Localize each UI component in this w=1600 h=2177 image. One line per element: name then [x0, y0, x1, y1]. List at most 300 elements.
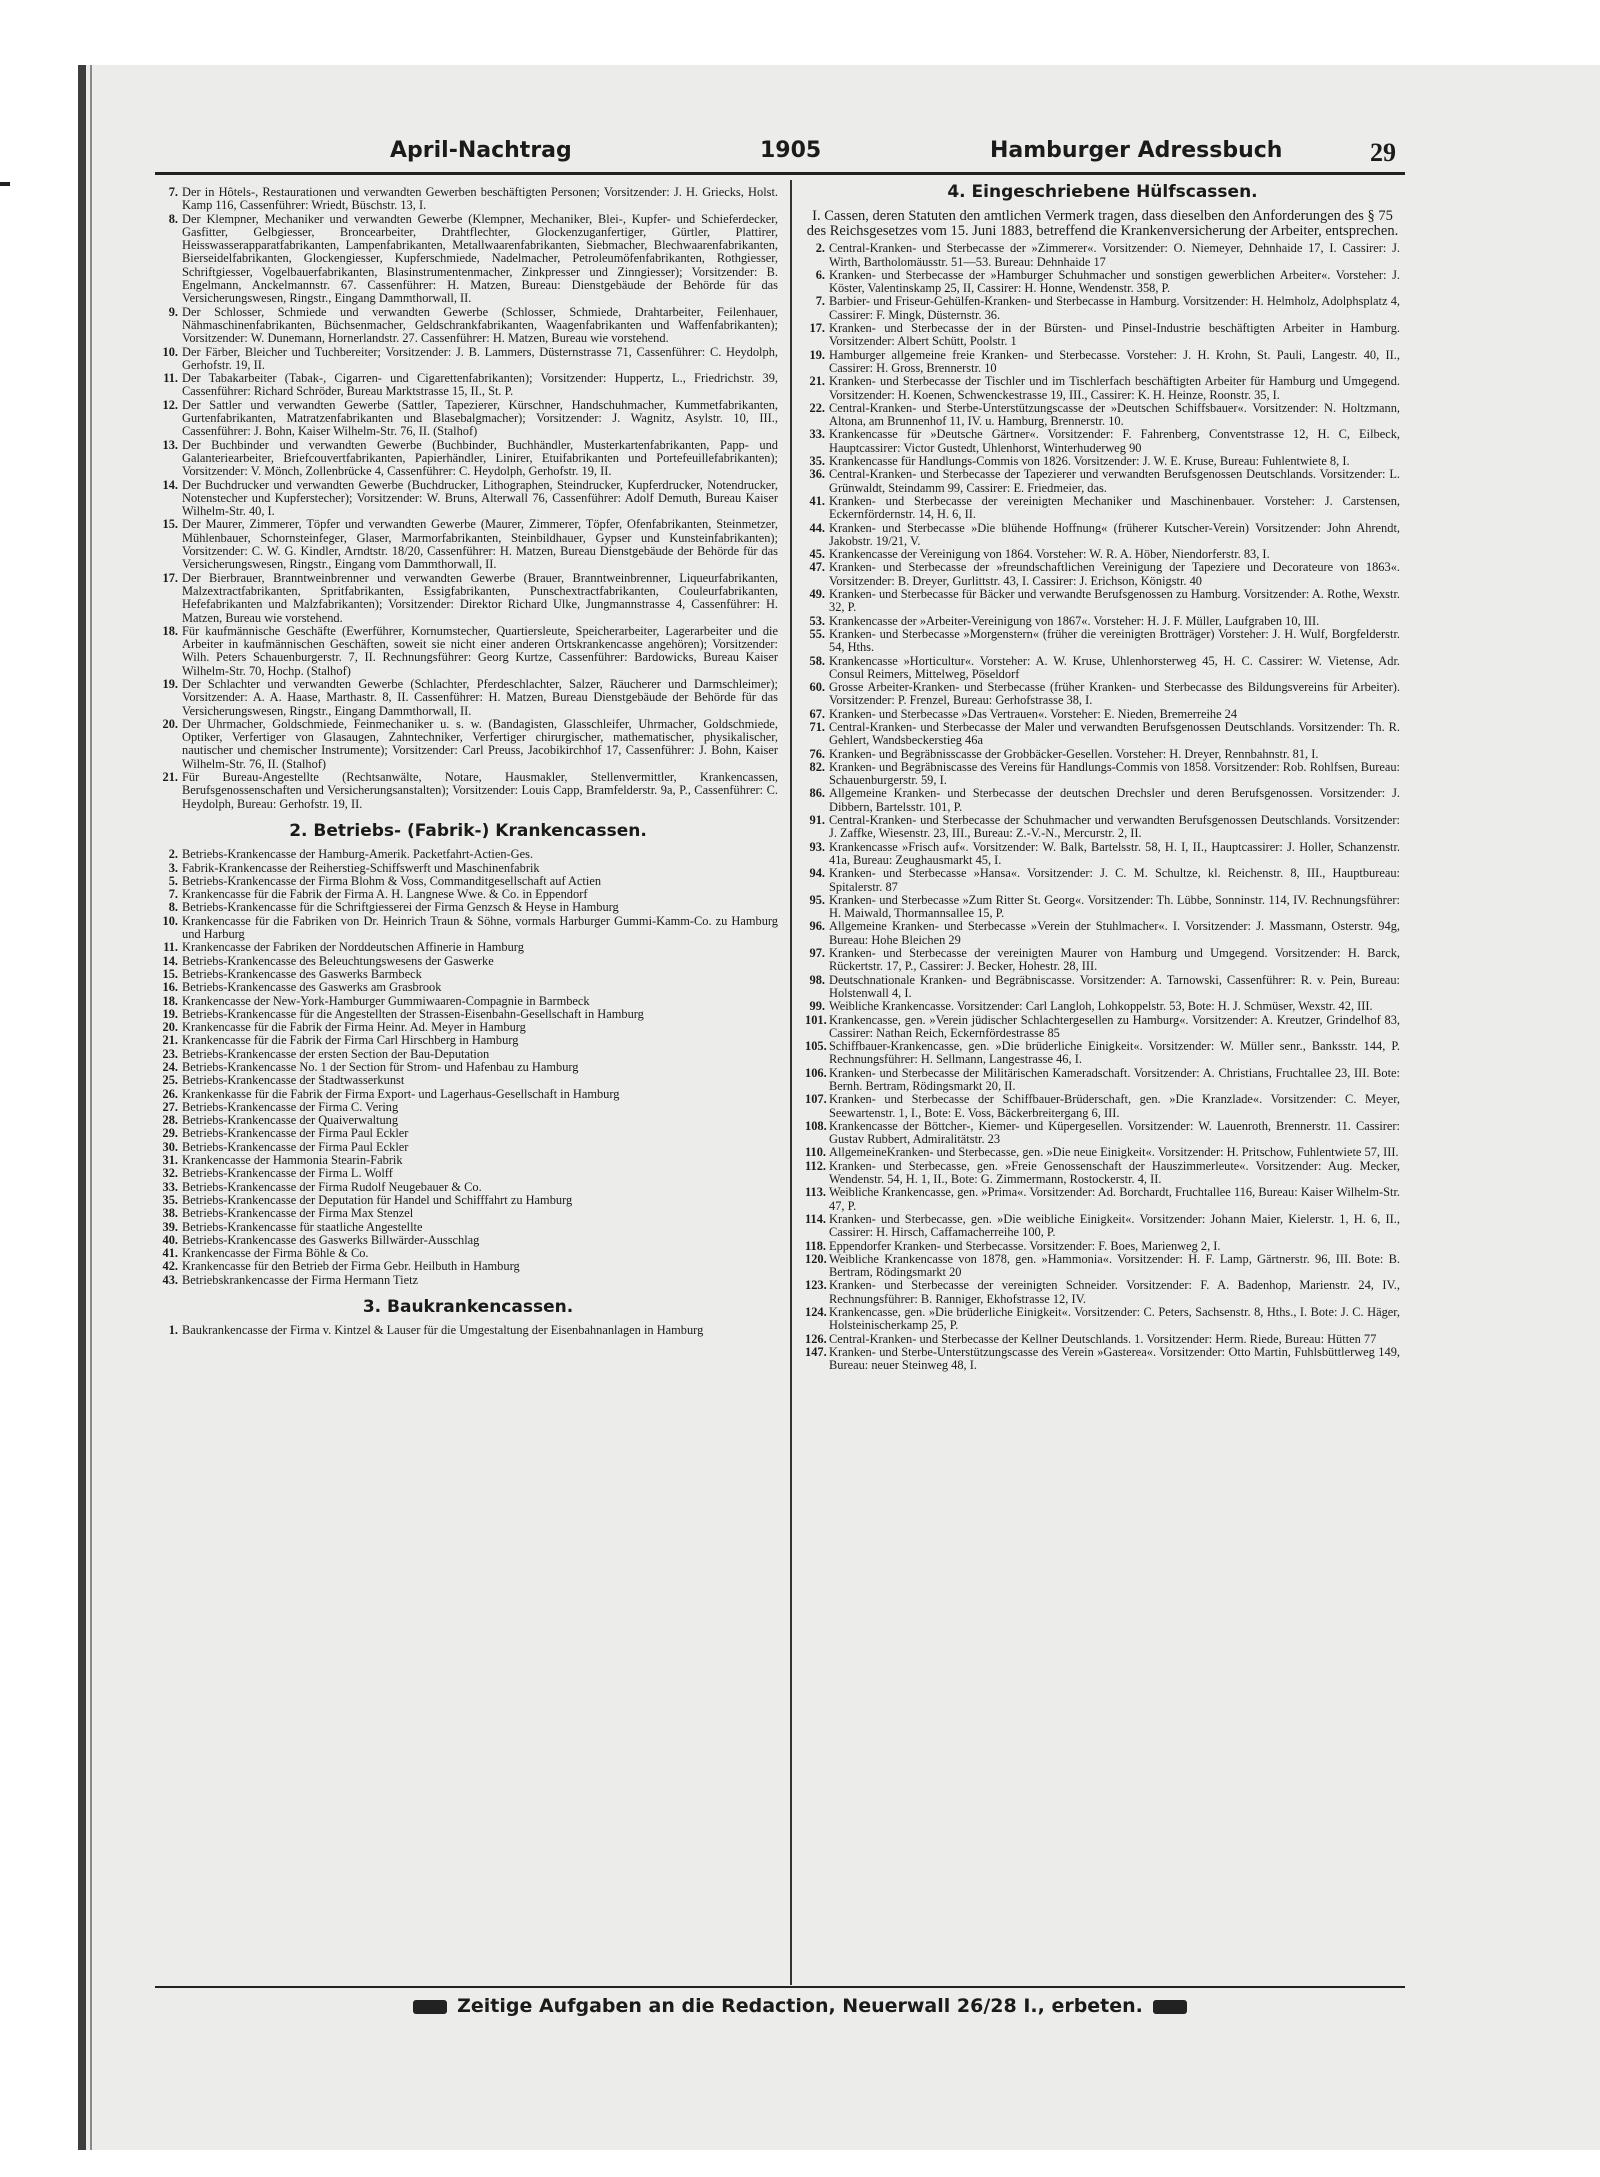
item-text: Kranken- und Sterbecasse »Das Vertrauen«. Vorsteher: E. Nieden, Bremerreihe 24: [829, 706, 1238, 721]
item-number: 30.: [162, 1139, 178, 1154]
item-text: AllgemeineKranken- und Sterbecasse, gen. »Die neue Einigkeit«. Vorsitzender: H. Pritschow, Fuhlentwiete 57, III.: [829, 1145, 1399, 1160]
item-number: 86.: [809, 786, 825, 801]
list-item: [809, 786, 1400, 814]
item-text: Krankencasse der »Arbeiter-Vereinigung von 1867«. Vorsteher: H. J. F. Müller, Laufgraben 10, III.: [829, 613, 1320, 628]
list-item: [168, 185, 778, 213]
item-number: 126.: [805, 1331, 827, 1346]
list-item: [162, 1272, 778, 1287]
item-number: 45.: [809, 547, 825, 562]
item-number: 91.: [809, 813, 825, 828]
item-text: Der Klempner, Mechaniker und verwandten Gewerbe (Klempner, Mechaniker, Blei-, Kupfer- und Schieferdecker, Gasfitter, Gelbgiesser, Broncearbeiter, Drahtflechter, Glockenzuganfertiger, Gürtler, Plattirer, Heisswasserapparatfabrikanten, Lampenfabrikanten, Metallwaarenfabrikanten, Siebmacher, Blechwaarenfabrikanten, Bierseidelfabrikanten, Glockengiesser, Kupferschmiede, Nadelmacher, Petroleumöfenfabrikanten, Rothgiesser, Schriftgiesser, Vogelbauerfabrikanten, Blasinstrumentenmacher, Zinkpresser und Zinngiesser); Vorsitzender: B. Engelmann, Anckelmannstr. 67. Cassenführer: H. Matzen, Bureau: Dienstgebäude der Behörde für das Versicherungswesen, Ringstr., Eingang Dammthorwall, II.: [182, 211, 778, 306]
item-number: 17.: [809, 321, 825, 336]
item-number: 6.: [815, 267, 825, 282]
list-item: [805, 1305, 1400, 1333]
item-text: Der Tabakarbeiter (Tabak-, Cigarren- und Cigarettenfabrikanten); Vorsitzender: Huppertz, L., Friedrichstr. 39, Cassenführer: Richard Schröder, Bureau Marktstrasse 15, II., St. P.: [182, 371, 778, 399]
item-number: 5.: [168, 873, 178, 888]
item-text: Krankencasse »Horticultur«. Vorsteher: A. W. Kruse, Uhlenhorsterweg 45, H. C. Cassirer: W. Vietense, Adr. Consul Reimers, Mittelweg, Pöseldorf: [829, 653, 1400, 681]
item-number: 44.: [809, 520, 825, 535]
list-item: [162, 437, 778, 479]
list-item: [809, 972, 1400, 1001]
list-item: [805, 1344, 1400, 1373]
item-text: Weibliche Krankencasse. Vorsitzender: Carl Langloh, Lohkoppelstr. 53, Bote: H. J. Schmüser, Wexstr. 42, III.: [829, 999, 1373, 1014]
item-text: Krankencasse, gen. »Verein jüdischer Schlachtergesellen zu Hamburg«. Vorsitzender: A. Kreutzer, Grindelhof 83, Cassirer: Nathan Reich, Eckernfördestrasse 85: [829, 1012, 1400, 1040]
item-number: 41.: [809, 493, 825, 508]
header-rule: [155, 172, 1405, 175]
item-number: 11.: [163, 371, 178, 386]
item-text: Betriebs-Krankencasse des Gaswerks am Grasbrook: [182, 980, 442, 995]
item-number: 17.: [162, 570, 178, 585]
item-text: Kranken- und Sterbecasse »Hansa«. Vorsitzender: J. C. M. Schultze, kl. Reichenstr. 8, III., Hauptbureau: Spitalerstr. 87: [829, 866, 1400, 894]
item-number: 20.: [162, 1020, 178, 1035]
list-item: [809, 746, 1400, 761]
item-text: Betriebs-Krankencasse der Firma L. Wolff: [182, 1166, 393, 1181]
item-text: Barbier- und Friseur-Gehülfen-Kranken- und Sterbecasse in Hamburg. Vorsitzender: H. Helmholz, Adolphsplatz 4, Cassirer: F. Mingk, Düsternstr. 36.: [829, 294, 1400, 322]
section-2-title: 2. Betriebs- (Fabrik-) Krankencassen.: [289, 820, 647, 841]
list-item: [162, 1259, 778, 1274]
item-number: 42.: [162, 1259, 178, 1274]
item-number: 2.: [168, 847, 178, 862]
list-item: [809, 759, 1400, 788]
item-text: Betriebs-Krankencasse für staatliche Angestellte: [182, 1219, 423, 1234]
item-text: Krankencasse der Hammonia Stearin-Fabrik: [182, 1153, 403, 1168]
item-text: Krankencasse der New-York-Hamburger Gummiwaaren-Compagnie in Barmbeck: [182, 993, 590, 1008]
item-number: 98.: [809, 972, 825, 987]
item-number: 20.: [162, 716, 178, 731]
item-text: Krankencasse für die Fabrik der Firma Heinr. Ad. Meyer in Hamburg: [182, 1020, 526, 1035]
item-text: Allgemeine Kranken- und Sterbecasse der deutschen Drechsler und deren Berufsgenossen. Vorsitzender: J. Dibbern, Bartelsstr. 101, P.: [829, 786, 1400, 814]
column-divider: [790, 180, 792, 1985]
item-text: Betriebskrankencasse der Firma Hermann Tietz: [182, 1272, 419, 1287]
item-number: 8.: [168, 900, 178, 915]
item-text: Betriebs-Krankencasse des Gaswerks Billwärder-Ausschlag: [182, 1232, 480, 1247]
list-item: [809, 866, 1400, 894]
item-number: 124.: [805, 1305, 827, 1320]
list-item: [162, 1086, 778, 1101]
list-item: [809, 347, 1400, 376]
item-number: 21.: [809, 374, 825, 389]
item-text: Krankencasse der Fabriken der Norddeutschen Affinerie in Hamburg: [182, 940, 524, 955]
item-text: Baukrankencasse der Firma v. Kintzel & Lauser für die Umgestaltung der Eisenbahnanlagen in Hamburg: [182, 1323, 704, 1338]
item-number: 19.: [162, 1006, 178, 1021]
list-item: [809, 454, 1400, 469]
list-item: [809, 892, 1400, 921]
item-text: Betriebs-Krankencasse für die Schriftgiesserei der Firma Genzsch & Heyse in Hamburg: [182, 900, 619, 915]
list-item: [162, 623, 778, 678]
item-text: Krankencasse »Frisch auf«. Vorsitzender: W. Balk, Bartelsstr. 58, H. I, II., Hauptcassirer: J. Holler, Schanzenstr. 41a, Bureau: Zeughausmarkt 45, I.: [829, 839, 1400, 867]
list-item: [815, 241, 1400, 269]
item-text: Allgemeine Kranken- und Sterbecasse »Verein der Stuhlmacher«. I. Vorsitzender: J. Massmann, Osterstr. 94g, Bureau: Hohe Bleichen 29: [829, 919, 1400, 947]
list-item: [805, 1065, 1400, 1094]
list-item: [168, 860, 778, 875]
list-item: [162, 1192, 778, 1207]
item-text: Weibliche Krankencasse von 1878, gen. »Hammonia«. Vorsitzender: H. F. Lamp, Gärtnerstr. 96, III. Bote: B. Bertram, Rödingsmarkt 20: [829, 1251, 1400, 1280]
item-text: Kranken- und Sterbecasse der »freundschaftlichen Vereinigung der Tapeziere und Decorateure von 1863«. Vorsitzender: B. Dreyer, Gurlittstr. 43, I. Cassirer: J. Erichson, Königstr. 40: [829, 560, 1400, 588]
item-number: 55.: [809, 626, 825, 641]
item-text: Central-Kranken- und Sterbecasse der »Zimmerer«. Vorsitzender: O. Niemeyer, Dehnhaide 17, I. Cassirer: J. Wirth, Bartholomäusstr. 51—53. Bureau: Dehnhaide 17: [829, 241, 1400, 269]
list-item: [162, 1033, 778, 1048]
construction-fund-list: [158, 1324, 778, 1337]
list-item: [809, 919, 1400, 947]
list-item: [809, 626, 1400, 655]
list-item: [805, 1158, 1400, 1187]
item-number: 33.: [809, 427, 825, 442]
item-text: Krankencasse der Böttcher-, Kiemer- und Küpergesellen. Vorsitzender: W. Lauenroth, Brennerstr. 11. Cassirer: Gustav Rubbert, Admiralitätstr. 23: [829, 1118, 1400, 1147]
item-number: 23.: [162, 1046, 178, 1061]
item-number: 29.: [162, 1126, 178, 1141]
item-number: 31.: [162, 1153, 178, 1168]
list-item: [162, 1206, 778, 1221]
item-number: 2.: [815, 241, 825, 256]
item-number: 25.: [162, 1073, 178, 1088]
list-item: [805, 1092, 1400, 1120]
factory-fund-list: [158, 848, 778, 1287]
list-item: [162, 966, 778, 981]
item-text: Der Färber, Bleicher und Tuchbereiter; Vorsitzender: J. B. Lammers, Düsternstrasse 71, Cassenführer: C. Heydolph, Gerhofstr. 19, II.: [182, 344, 778, 372]
list-item: [805, 1118, 1400, 1147]
item-text: Central-Kranken- und Sterbecasse der Tapezierer und verwandten Berufsgenossen Deutschlands. Vorsitzender: L. Grünwaldt, Steindamm 99, Cassirer: E. Friedmeier, das.: [829, 467, 1400, 495]
list-item: [162, 1099, 778, 1114]
list-item: [162, 1246, 778, 1261]
list-item: [162, 1073, 778, 1088]
item-text: Betriebs-Krankencasse der Stadtwasserkunst: [182, 1073, 405, 1088]
list-item: [162, 1232, 778, 1247]
list-item: [162, 1139, 778, 1154]
item-number: 39.: [162, 1219, 178, 1234]
pointing-hand-icon: [413, 2000, 447, 2014]
list-item: [805, 1145, 1400, 1160]
item-text: Betriebs-Krankencasse der Hamburg-Amerik. Packetfahrt-Actien-Ges.: [182, 847, 534, 862]
list-item: [162, 993, 778, 1008]
item-text: Der Buchbinder und verwandten Gewerbe (Buchbinder, Buchhändler, Musterkartenfabrikanten, Papp- und Galanteriearbeiter, Briefcouvertfabrikanten, Papierhändler, Linirer, Etuifabrikanten und Portefeuillefabrikanten); Vorsitzender: V. Mönch, Zollenbrücke 4, Cassenführer: C. Heydolph, Gerhofstr. 19, II.: [182, 437, 778, 479]
item-text: Central-Kranken- und Sterbe-Unterstützungscasse der »Deutschen Schiffsbauer«. Vorsitzender: N. Holtzmann, Altona, am Brunnenhof 11, IV. u. Hamburg, Brennerstr. 10.: [829, 400, 1400, 429]
list-item: [809, 547, 1400, 562]
binding-line: [90, 65, 92, 2150]
item-text: Hamburger allgemeine freie Kranken- und Sterbecasse. Vorsteher: J. H. Krohn, St. Pauli, Langestr. 40, II., Cassirer: H. Gross, Brennerstr. 10: [829, 347, 1400, 375]
list-item: [809, 560, 1400, 588]
item-number: 97.: [809, 946, 825, 961]
list-item: [805, 1331, 1400, 1346]
item-text: Betriebs-Krankencasse der Quaiverwaltung: [182, 1113, 399, 1128]
item-text: Krankencasse für die Fabriken von Dr. Heinrich Traun & Söhne, vormals Harburger Gummi-Kamm-Co. zu Hamburg und Harburg: [182, 913, 778, 942]
item-number: 22.: [809, 400, 825, 415]
item-number: 53.: [809, 613, 825, 628]
item-text: Betriebs-Krankencasse No. 1 der Section für Strom- und Hafenbau zu Hamburg: [182, 1060, 579, 1074]
item-text: Betriebs-Krankencasse des Beleuchtungswesens der Gaswerke: [182, 953, 494, 968]
item-text: Der in Hôtels-, Restaurationen und verwandten Gewerben beschäftigten Personen; Vorsitzender: J. H. Griecks, Holst. Kamp 116, Cassenführer: Wriedt, Büschstr. 13, I.: [182, 185, 778, 213]
list-item: [162, 517, 778, 572]
item-number: 7.: [168, 887, 178, 902]
item-number: 93.: [809, 839, 825, 854]
list-item: [168, 900, 778, 915]
list-item: [809, 321, 1400, 349]
item-number: 14.: [162, 477, 178, 492]
item-text: Krankencasse der Vereinigung von 1864. Vorsteher: W. R. A. Höber, Niendorferstr. 83, I.: [829, 547, 1270, 562]
list-item: [162, 397, 778, 439]
item-number: 38.: [162, 1206, 178, 1221]
item-text: Kranken- und Sterbecasse »Morgenstern« (früher die vereinigten Brotträger) Vorsteher: J. H. Wulf, Borgfelderstr. 54, Hths.: [829, 626, 1400, 655]
list-item: [809, 719, 1400, 748]
item-text: Kranken- und Begräbniscasse des Vereins für Handlungs-Commis von 1858. Vorsitzender: Rob. Rohlfsen, Bureau: Schauenburgerstr. 59, I.: [829, 759, 1400, 788]
item-text: Kranken- und Sterbecasse der Schiffbauer-Brüderschaft, gen. »Die Kranzlade«. Vorsitzender: C. Meyer, Seewartenstr. 1, I., Bote: E. Voss, Bäckerbreitergang 6, III.: [829, 1092, 1400, 1120]
left-column: [158, 186, 778, 1338]
list-item: [809, 653, 1400, 682]
item-number: 8.: [168, 211, 178, 226]
list-item: [805, 1278, 1400, 1306]
item-text: Schiffbauer-Krankencasse, gen. »Die brüderliche Einigkeit«. Vorsitzender: W. Müller senr., Banksstr. 144, P. Rechnungsführer: H. Sellmann, Langestrasse 46, I.: [829, 1039, 1400, 1067]
item-number: 1.: [168, 1323, 178, 1338]
list-item: [162, 344, 778, 373]
list-item: [162, 1126, 778, 1141]
item-number: 58.: [809, 653, 825, 668]
item-number: 13.: [162, 437, 178, 452]
list-item: [162, 1060, 778, 1074]
book-binding-edge: [78, 65, 86, 2150]
list-item: [805, 1012, 1400, 1041]
item-number: 10.: [162, 344, 178, 359]
list-item: [805, 1185, 1400, 1213]
item-text: Kranken- und Sterbecasse der in der Bürsten- und Pinsel-Industrie beschäftigten Arbeiter in Hamburg. Vorsitzender: Albert Schütt, Poolstr. 1: [829, 321, 1400, 349]
item-number: 49.: [809, 587, 825, 602]
item-number: 41.: [162, 1246, 178, 1261]
item-number: 36.: [809, 467, 825, 482]
item-number: 21.: [162, 770, 178, 785]
item-text: Fabrik-Krankencasse der Reiherstieg-Schiffswerft und Maschinenfabrik: [182, 860, 540, 875]
item-number: 19.: [809, 347, 825, 362]
item-text: Kranken- und Sterbecasse, gen. »Die weibliche Einigkeit«. Vorsitzender: Johann Maier, Kielerstr. 1, H. 6, II., Cassirer: H. Hirsch, Caffamacherreihe 100, P.: [829, 1211, 1400, 1240]
item-number: 95.: [809, 892, 825, 907]
item-number: 35.: [809, 454, 825, 469]
item-number: 33.: [162, 1179, 178, 1194]
list-item: [809, 520, 1400, 549]
list-item: [163, 371, 778, 399]
item-text: Betriebs-Krankencasse für die Angestellten der Strassen-Eisenbahn-Gesellschaft in Hamburg: [182, 1006, 644, 1021]
list-item: [809, 613, 1400, 628]
item-text: Betriebs-Krankencasse der Firma Blohm & Voss, Commanditgesellschaft auf Actien: [182, 873, 602, 888]
item-number: 21.: [162, 1033, 178, 1048]
item-text: Kranken- und Sterbecasse, gen. »Freie Genossenschaft der Hauszimmerleute«. Vorsitzender: Aug. Mecker, Wendenstr. 54, H. 1, II., Bote: G. Zimmermann, Rostockerstr. 4, II.: [829, 1158, 1400, 1187]
item-text: Der Bierbrauer, Branntweinbrenner und verwandten Gewerbe (Brauer, Branntweinbrenner, Liqueurfabrikanten, Malzextractfabrikanten, Spritfabrikanten, Essigfabrikanten, Punschextractfabrikanten, Couleurfabrikanten, Hefefabrikanten und Malzfabrikanten); Vorsitzender: Direktor Richard Ulke, Jungmannstrasse 4, Cassenführer: H. Matzen, Bureau wie vorstehend.: [182, 570, 778, 625]
list-item: [168, 873, 778, 888]
list-item: [162, 716, 778, 771]
item-text: Krankencasse für den Betrieb der Firma Gebr. Heilbuth in Hamburg: [182, 1259, 520, 1274]
footer-rule: [155, 1986, 1405, 1988]
list-item: [162, 1166, 778, 1181]
list-item: [809, 839, 1400, 868]
header-supplement-label: April-Nachtrag: [390, 138, 572, 163]
item-number: 28.: [162, 1113, 178, 1128]
list-item: [168, 211, 778, 306]
item-text: Kranken- und Sterbecasse der vereinigten Mechaniker und Maschinenbauer. Vorsteher: J. Carstensen, Eckernfördernstr. 14, H. 6, II.: [829, 493, 1400, 522]
list-item: [162, 980, 778, 995]
item-number: 106.: [805, 1065, 827, 1080]
item-text: Kranken- und Sterbecasse der vereinigten Schneider. Vorsitzender: F. A. Badenhop, Marienstr. 24, IV., Rechnungsführer: B. Ranniger, Ekhofstrasse 12, IV.: [829, 1278, 1400, 1306]
list-item: [162, 1179, 778, 1194]
item-text: Central-Kranken- und Sterbecasse der Kellner Deutschlands. 1. Vorsitzender: Herm. Riede, Bureau: Hütten 77: [829, 1331, 1377, 1346]
registered-aid-fund-list: [805, 242, 1400, 1372]
item-number: 7.: [168, 185, 178, 199]
list-item: [168, 887, 778, 902]
list-item: [809, 493, 1400, 522]
list-item: [168, 847, 778, 862]
item-number: 3.: [168, 860, 178, 875]
list-item: [162, 1219, 778, 1234]
item-text: Für Bureau-Angestellte (Rechtsanwälte, Notare, Hausmakler, Stellenvermittler, Krankencassen, Berufsgenossenschaften und Versicherungsanstalten); Vorsitzender: Louis Capp, Bramfelderstr. 9a, P., Cassenführer: C. Heydolph, Bureau: Gerhofstr. 19, II.: [182, 770, 778, 811]
list-item: [162, 770, 778, 811]
item-number: 118.: [805, 1238, 826, 1253]
list-item: [805, 1039, 1400, 1067]
item-number: 60.: [809, 680, 825, 695]
edge-mark: [0, 182, 10, 186]
list-item: [809, 999, 1400, 1014]
list-item: [809, 400, 1400, 429]
item-number: 82.: [809, 759, 825, 774]
item-text: Kranken- und Sterbecasse »Zum Ritter St. Georg«. Vorsitzender: Th. Lübbe, Sonninstr. 114, IV. Rechnungsführer: H. Maiwald, Thormannsallee 15, P.: [829, 892, 1400, 921]
item-text: Eppendorfer Kranken- und Sterbecasse. Vorsitzender: F. Boes, Marienweg 2, I.: [829, 1238, 1221, 1253]
item-text: Kranken- und Sterbe-Unterstützungscasse des Verein »Gasterea«. Vorsitzender: Otto Martin, Fuhlsbüttlerweg 149, Bureau: neuer Steinweg 48, I.: [829, 1344, 1400, 1373]
item-number: 147.: [805, 1344, 827, 1359]
footer-text: Zeitige Aufgaben an die Redaction, Neuerwall 26/28 I., erbeten.: [457, 1995, 1143, 2017]
item-text: Der Buchdrucker und verwandten Gewerbe (Buchdrucker, Lithographen, Steindrucker, Kupferdrucker, Notendrucker, Notenstecher und Kupferstecher); Vorsitzender: W. Bruns, Alterwall 76, Cassenführer: Adolf Demuth, Bureau Kaiser Wilhelm-Str. 40, I.: [182, 477, 778, 519]
item-text: Krankencasse für die Fabrik der Firma A. H. Langnese Wwe. & Co. in Eppendorf: [182, 887, 588, 902]
item-number: 71.: [809, 719, 825, 734]
footer-notice: [370, 1995, 1230, 2017]
item-text: Kranken- und Sterbecasse der Militärischen Kameradschaft. Vorsitzender: A. Christians, Fruchtallee 23, III. Bote: Bernh. Bertram, Rödingsmarkt 20, II.: [829, 1065, 1400, 1093]
item-number: 43.: [162, 1272, 178, 1287]
section-4-intro: I. Cassen, deren Statuten den amtlichen Vermerk tragen, dass dieselben den Anforderungen des § 75 des Reichsgesetzes vom 15. Juni 1883, betreffend die Krankenversicherung der Arbeiter, entsprechen.: [806, 208, 1399, 240]
right-column: [805, 182, 1400, 1373]
item-text: Krankencasse für »Deutsche Gärtner«. Vorsitzender: F. Fahrenberg, Conventstrasse 12, H. C, Eilbeck, Hauptcassirer: Victor Gustedt, Uhlenhorst, Winterhuderweg 90: [829, 427, 1400, 455]
list-item: [162, 570, 778, 625]
item-text: Krankenkasse für die Fabrik der Firma Export- und Lagerhaus-Gesellschaft in Hamburg: [182, 1086, 620, 1101]
item-text: Betriebs-Krankencasse der Deputation für Handel und Schifffahrt zu Hamburg: [182, 1192, 573, 1207]
item-number: 67.: [809, 706, 825, 721]
item-text: Betriebs-Krankencasse der Firma Paul Eckler: [182, 1139, 409, 1154]
list-item: [809, 706, 1400, 721]
item-text: Betriebs-Krankencasse der Firma Rudolf Neugebauer & Co.: [182, 1179, 482, 1194]
item-number: 10.: [162, 913, 178, 928]
pointing-hand-icon: [1153, 2000, 1187, 2014]
page-number: 29: [1370, 138, 1396, 167]
item-number: 123.: [805, 1278, 827, 1293]
item-text: Kranken- und Begräbnisscasse der Grobbäcker-Gesellen. Vorsteher: H. Dreyer, Rennbahnstr. 81, I.: [829, 746, 1319, 761]
item-number: 107.: [805, 1092, 827, 1107]
list-item: [805, 1211, 1400, 1240]
item-text: Der Schlosser, Schmiede und verwandten Gewerbe (Schlosser, Schmiede, Drahtarbeiter, Feilenhauer, Nähmaschinenfabrikanten, Büchsenmacher, Geldschrankfabrikanten, Waagenfabrikanten und Waffenfabrikanten); Vorsitzender: W. Dunemann, Hornerlandstr. 27. Cassenführer: H. Matzen, Bureau wie vorstehend.: [182, 304, 778, 346]
list-item: [809, 427, 1400, 455]
list-item: [162, 1020, 778, 1035]
list-item: [162, 953, 778, 968]
item-number: 27.: [162, 1099, 178, 1114]
item-number: 114.: [805, 1211, 826, 1226]
list-item: [162, 1113, 778, 1128]
header-title: Hamburger Adressbuch: [990, 138, 1283, 163]
list-item: [815, 294, 1400, 322]
item-text: Grosse Arbeiter-Kranken- und Sterbecasse (früher Kranken- und Sterbecasse des Bildungsvereins für Arbeiter). Vorsitzender: P. Frenzel, Bureau: Gerhofstrasse 38, I.: [829, 680, 1400, 708]
section-4-title: 4. Eingeschriebene Hülfscassen.: [947, 182, 1258, 202]
item-text: Kranken- und Sterbecasse der Tischler und im Tischlerfach beschäftigten Arbeiter für Hamburg und Umgegend. Vorsitzender: H. Koenen, Schwenckestrasse 19, III., Cassirer: K. H. Heinze, Roonstr. 35, I.: [829, 374, 1400, 402]
item-number: 15.: [162, 517, 178, 532]
item-number: 24.: [162, 1060, 178, 1074]
item-number: 16.: [162, 980, 178, 995]
item-text: Betriebs-Krankencasse der Firma Max Stenzel: [182, 1206, 414, 1221]
list-item: [809, 587, 1400, 615]
item-number: 19.: [162, 676, 178, 691]
list-item: [162, 477, 778, 519]
item-number: 32.: [162, 1166, 178, 1181]
list-item: [809, 680, 1400, 708]
item-text: Weibliche Krankencasse, gen. »Prima«. Vorsitzender: Ad. Borchardt, Fruchtallee 116, Bureau: Kaiser Wilhelm-Str. 47, P.: [829, 1185, 1400, 1213]
item-number: 112.: [805, 1158, 826, 1173]
item-number: 113.: [805, 1185, 826, 1200]
list-item: [163, 940, 778, 955]
item-number: 99.: [809, 999, 825, 1014]
item-text: Der Schlachter und verwandten Gewerbe (Schlachter, Pferdeschlachter, Salzer, Räucherer und Darmschleimer); Vorsitzender: A. A. Haase, Marthastr. 8, II. Cassenführer: H. Matzen, Bureau Dienstgebäude der Behörde für das Versicherungswesen, Ringstr., Eingang Dammthorwall, II.: [182, 676, 778, 718]
item-text: Kranken- und Sterbecasse der »Hamburger Schuhmacher und sonstigen gewerblichen Arbeiter«. Vorsteher: J. Köster, Valentinskamp 25, II, Cassirer: H. Honne, Wendenstr. 358, P.: [829, 267, 1400, 296]
list-item: [168, 304, 778, 346]
item-number: 101.: [805, 1012, 827, 1027]
item-text: Betriebs-Krankencasse der Firma Paul Eckler: [182, 1126, 409, 1141]
item-number: 40.: [162, 1232, 178, 1247]
item-text: Kranken- und Sterbecasse »Die blühende Hoffnung« (früherer Kutscher-Verein) Vorsitzender: John Ahrendt, Jakobstr. 19/21, V.: [829, 520, 1400, 548]
list-item: [162, 676, 778, 718]
item-text: Der Maurer, Zimmerer, Töpfer und verwandten Gewerbe (Maurer, Zimmerer, Töpfer, Ofenfabrikanten, Steinmetzer, Mühlenbauer, Schornsteinfeger, Glaser, Marmorfabrikanten, Steinbildhauer, Gypser und Kunsteinfabrikanten); Vorsitzender: C. W. G. Kindler, Arndtstr. 18/20, Cassenführer: H. Matzen, Bureau Dienstgebäude der Behörde für das Versicherungswesen, Ringstr., Eingang vom Dammthorwall, II.: [182, 517, 778, 572]
item-number: 26.: [162, 1086, 178, 1101]
item-number: 11.: [163, 940, 178, 955]
item-number: 7.: [815, 294, 825, 309]
item-text: Krankencasse für Handlungs-Commis von 1826. Vorsitzender: J. W. E. Kruse, Bureau: Fuhlentwiete 8, I.: [829, 454, 1350, 469]
list-item: [805, 1251, 1400, 1280]
item-text: Der Uhrmacher, Goldschmiede, Feinmechaniker u. s. w. (Bandagisten, Glasschleifer, Uhrmacher, Goldschmiede, Optiker, Verfertiger von Glasaugen, Zahntechniker, Verfertiger chirurgischer, mathematischer, physikalischer, nautischer und chemischer Instrumente); Vorsitzender: Carl Preuss, Jacobikirchhof 17, Cassenführer: J. Bohn, Kaiser Wilhelm-Str. 76, II. (Stalhof): [182, 716, 778, 771]
list-item: [162, 1153, 778, 1168]
item-text: Für kaufmännische Geschäfte (Ewerführer, Kornumstecher, Quartiersleute, Speicherarbeiter, Lagerarbeiter und die Arbeiter in kaufmännischen Geschäften, soweit sie nicht einer anderen Ortskrankencasse angehören); Vorsitzender: Wilh. Peters Schauenburgerstr. 7, II. Rechnungsführer: Georg Kurtze, Cassenführer: Bardowicks, Bureau Kaiser Wilhelm-Str. 70, Hochp. (Stalhof): [182, 623, 778, 678]
item-text: Krankencasse der Firma Böhle & Co.: [182, 1246, 369, 1261]
item-text: Central-Kranken- und Sterbecasse der Maler und verwandten Berufsgenossen Deutschlands. Vorsitzender: Th. R. Gehlert, Wandsbeckerstieg 46a: [829, 719, 1400, 748]
item-number: 14.: [162, 953, 178, 968]
item-text: Krankencasse für die Fabrik der Firma Carl Hirschberg in Hamburg: [182, 1033, 519, 1048]
list-item: [162, 913, 778, 942]
item-number: 108.: [805, 1118, 827, 1133]
item-number: 94.: [809, 866, 825, 881]
item-number: 110.: [805, 1145, 826, 1160]
list-item: [815, 267, 1400, 296]
item-number: 18.: [162, 993, 178, 1008]
item-text: Central-Kranken- und Sterbecasse der Schuhmacher und verwandten Berufsgenossen Deutschlands. Vorsitzender: J. Zaffke, Wiesenstr. 23, III., Bureau: Z.-V.-N., Mercurstr. 2, II.: [829, 813, 1400, 841]
list-item: [168, 1323, 778, 1338]
item-number: 105.: [805, 1039, 827, 1054]
item-text: Betriebs-Krankencasse des Gaswerks Barmbeck: [182, 966, 422, 981]
item-number: 76.: [809, 746, 825, 761]
item-number: 96.: [809, 919, 825, 934]
local-sickness-fund-list: [158, 186, 778, 811]
list-item: [809, 946, 1400, 974]
item-number: 18.: [162, 623, 178, 638]
item-text: Krankencasse, gen. »Die brüderliche Einigkeit«. Vorsitzender: C. Peters, Sachsenstr. 8, Hths., I. Bote: J. C. Häger, Holsteinischerkamp 25, P.: [829, 1305, 1400, 1333]
list-item: [162, 1046, 778, 1061]
list-item: [809, 374, 1400, 402]
list-item: [805, 1238, 1400, 1253]
item-number: 47.: [809, 560, 825, 575]
item-number: 12.: [162, 397, 178, 412]
list-item: [162, 1006, 778, 1021]
item-number: 15.: [162, 966, 178, 981]
item-text: Der Sattler und verwandten Gewerbe (Sattler, Tapezierer, Kürschner, Handschuhmacher, Kummetfabrikanten, Gurtenfabrikanten, Matratzenfabrikanten und Blasebalgmacher); Vorsitzender: J. Wagnitz, Asylstr. 10, III., Cassenführer: J. Bohn, Kaiser Wilhelm-Str. 76, II. (Stalhof): [182, 397, 778, 439]
list-item: [809, 813, 1400, 841]
item-number: 35.: [162, 1192, 178, 1207]
header-year: 1905: [760, 138, 822, 163]
item-text: Betriebs-Krankencasse der ersten Section der Bau-Deputation: [182, 1046, 490, 1061]
item-number: 120.: [805, 1251, 827, 1266]
section-3-title: 3. Baukrankencassen.: [362, 1297, 574, 1318]
